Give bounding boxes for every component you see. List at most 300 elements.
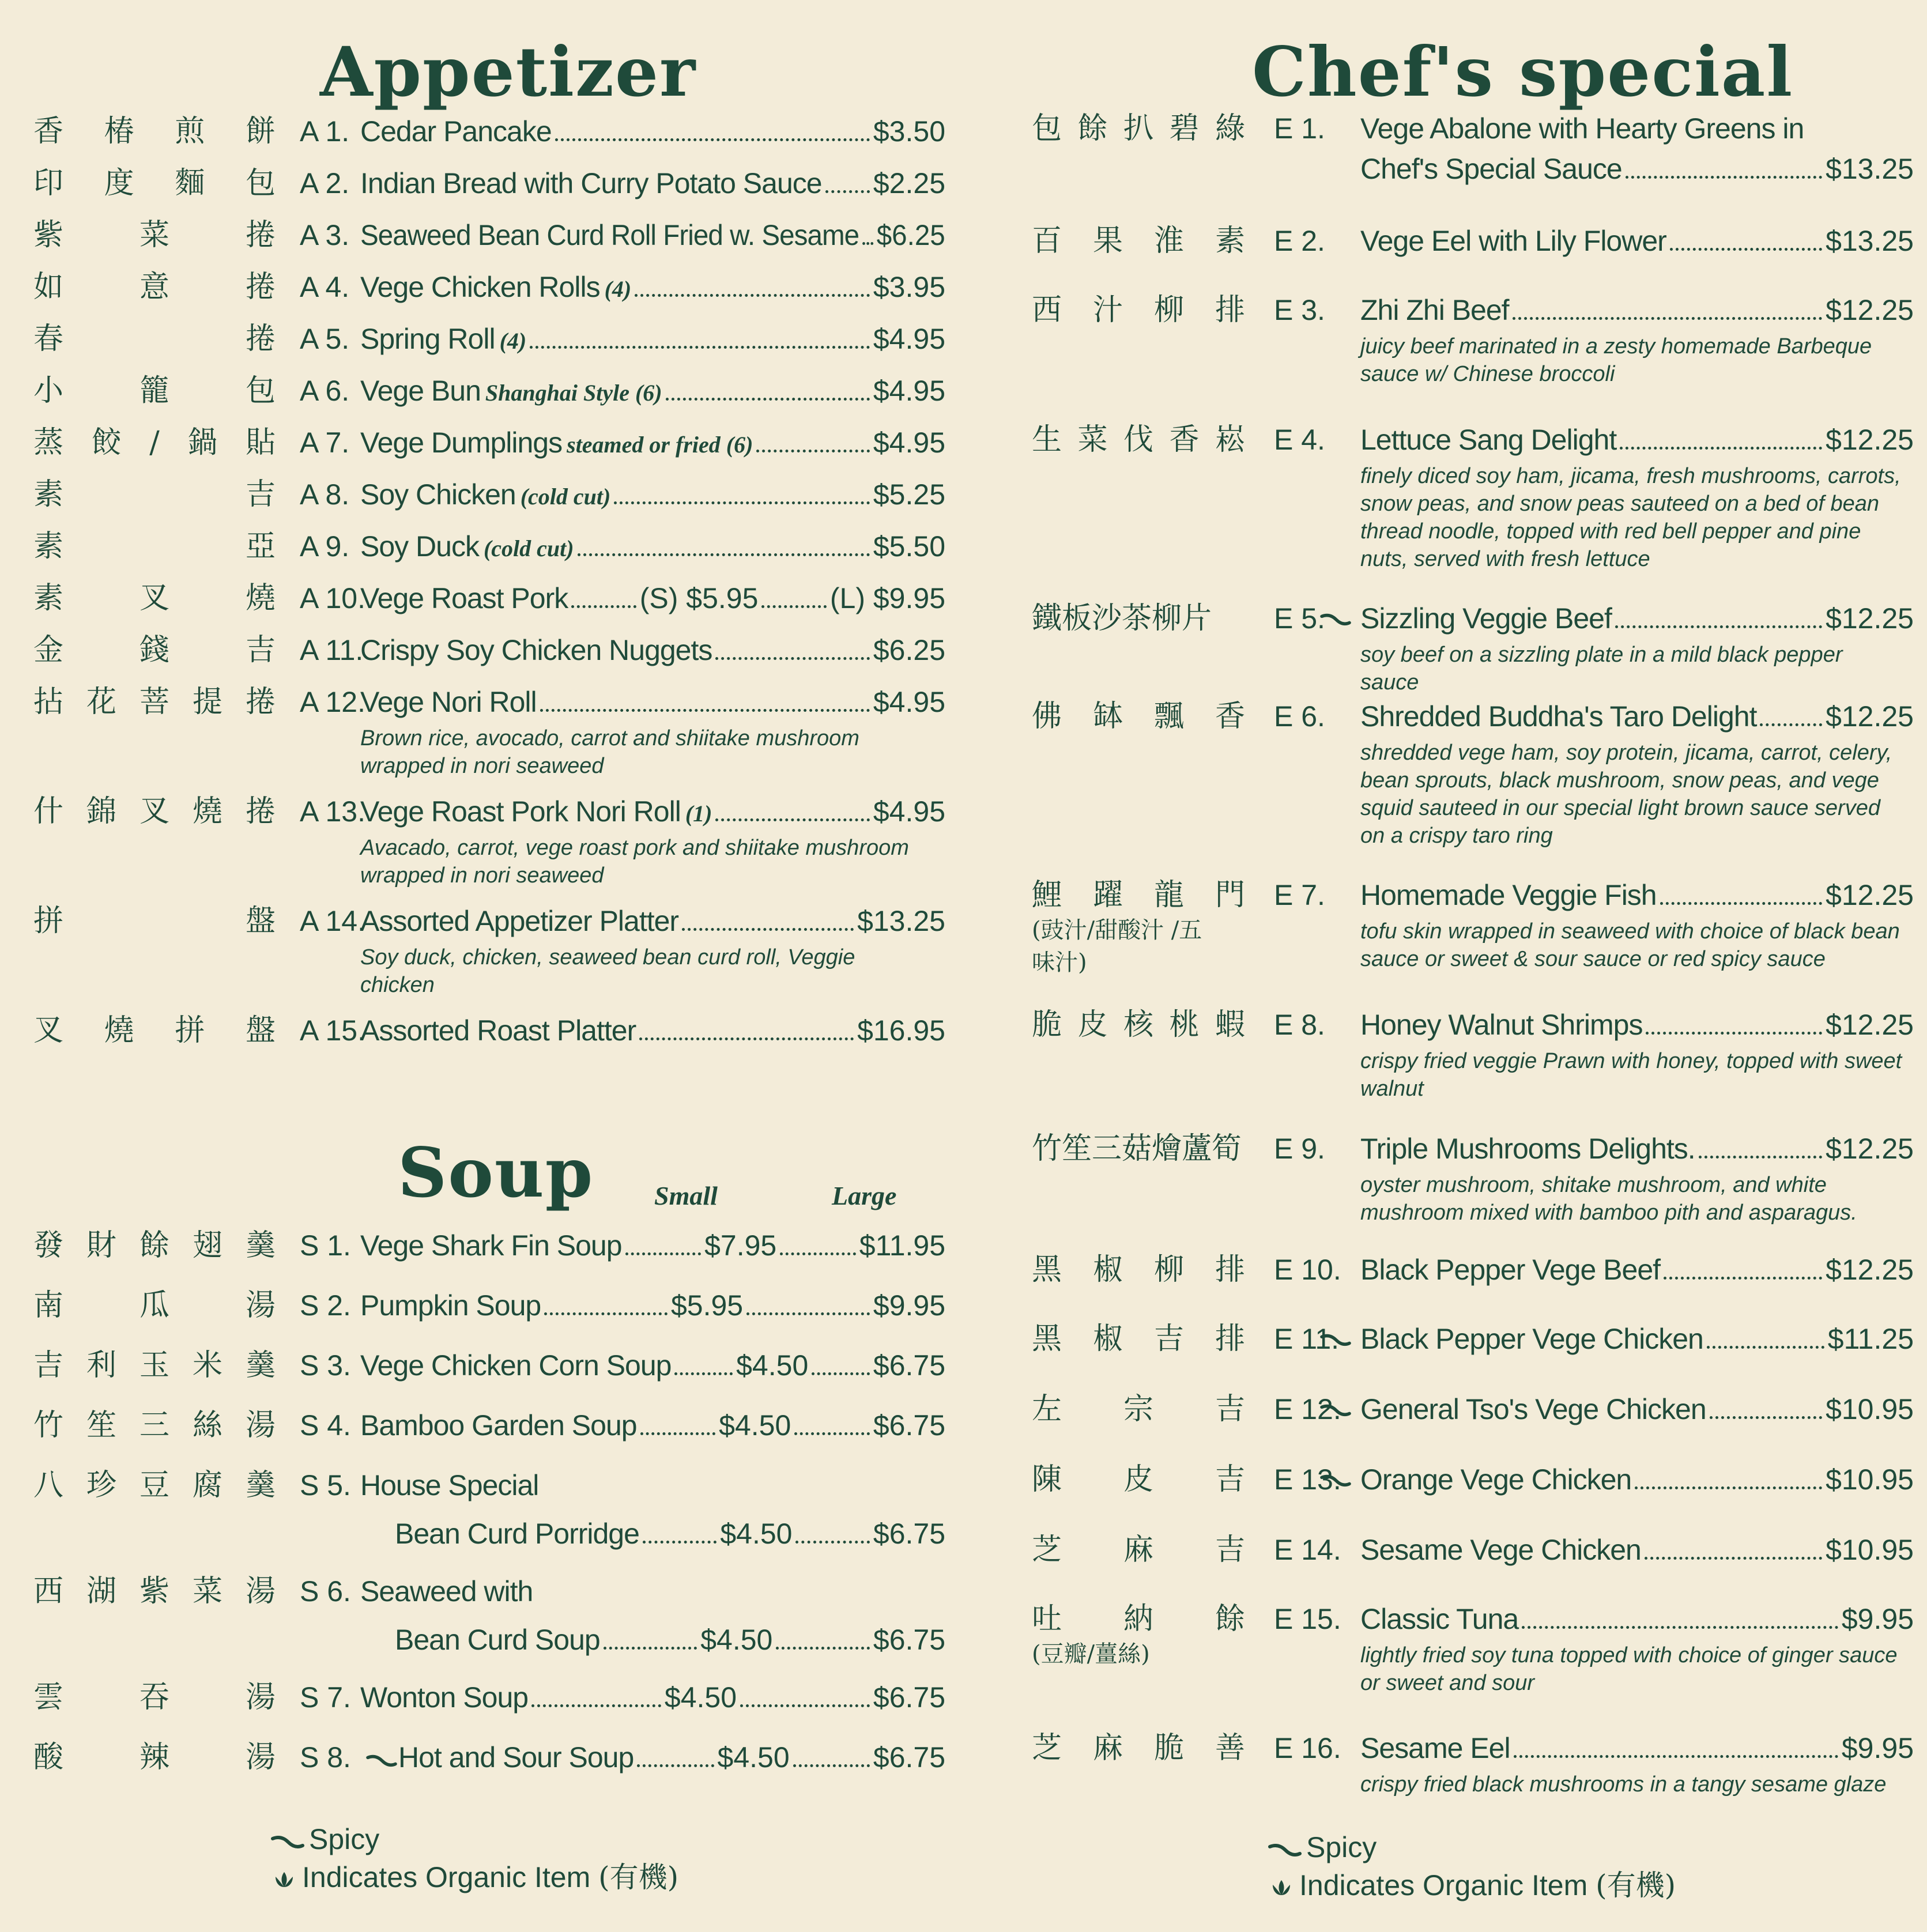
dot-leader bbox=[1513, 317, 1823, 320]
chinese-char: 叉 bbox=[139, 581, 169, 616]
item-code: S 8. bbox=[300, 1741, 351, 1773]
item-price: $12.25 bbox=[1826, 1009, 1914, 1041]
item-name: Lettuce Sang Delight bbox=[1360, 424, 1617, 456]
item-price: $5.25 bbox=[873, 478, 945, 511]
chinese-char: 度 bbox=[104, 166, 134, 201]
dot-leader bbox=[1670, 248, 1822, 251]
chinese-char: 餘 bbox=[1215, 1602, 1245, 1636]
chinese-name bbox=[33, 1466, 276, 1504]
item-name: Hot and Sour Soup bbox=[398, 1741, 634, 1773]
item-name-line bbox=[360, 793, 945, 833]
item-name: Assorted Appetizer Platter bbox=[360, 905, 679, 937]
item-price: $16.95 bbox=[857, 1014, 945, 1047]
item-name: Chef's Special Sauce bbox=[1360, 153, 1622, 185]
item-name: Vege Abalone with Hearty Greens in bbox=[1360, 112, 1804, 145]
item-name-line bbox=[1360, 222, 1914, 260]
chinese-char: 陳 bbox=[1032, 1462, 1062, 1497]
chinese-char: 湯 bbox=[245, 1680, 276, 1715]
item-name: Assorted Roast Platter bbox=[360, 1014, 636, 1047]
chinese-char: 皮 bbox=[1077, 1007, 1108, 1042]
item-name: Soy Duck bbox=[360, 530, 479, 563]
chinese-char: 竹笙三菇燴蘆筍 bbox=[1032, 1131, 1242, 1166]
item-name-line bbox=[360, 372, 945, 412]
item-code: E 15. bbox=[1274, 1603, 1341, 1635]
chinese-name bbox=[33, 1227, 276, 1265]
chinese-char: 拼 bbox=[175, 1013, 205, 1048]
item-price: $3.50 bbox=[873, 115, 945, 148]
item-description: tofu skin wrapped in seaweed with choice of black bean sauce or sweet & sour sauce or red spicy sauce bbox=[1360, 919, 1900, 971]
item-name-line bbox=[360, 268, 945, 308]
chinese-char: 鐵板沙茶柳片 bbox=[1032, 601, 1212, 636]
item-price-small: $4.50 bbox=[736, 1349, 809, 1382]
dot-leader bbox=[794, 1432, 870, 1435]
chinese-char: 米 bbox=[192, 1348, 223, 1383]
item-price: $12.25 bbox=[1826, 700, 1914, 733]
item-description: Avacado, carrot, vege roast pork and shiitake mushroom wrapped in nori seaweed bbox=[360, 836, 909, 888]
dot-leader bbox=[812, 1372, 870, 1375]
item-price: $4.95 bbox=[873, 795, 945, 828]
chinese-char: 吉 bbox=[1215, 1462, 1245, 1497]
chinese-char: 吉 bbox=[245, 633, 276, 667]
item-price: $12.25 bbox=[1826, 1133, 1914, 1165]
item-name-line bbox=[360, 1406, 945, 1444]
dot-leader bbox=[746, 1312, 870, 1315]
chinese-name bbox=[1032, 1130, 1245, 1168]
item-name-line bbox=[1360, 1390, 1914, 1428]
dot-leader bbox=[531, 1704, 661, 1707]
item-note: (1) bbox=[685, 801, 712, 827]
organic-legend-label: Indicates Organic Item bbox=[1299, 1869, 1588, 1901]
item-code: A 9. bbox=[300, 530, 350, 563]
item-code: A 3. bbox=[300, 219, 350, 251]
chinese-char: 善 bbox=[1215, 1731, 1245, 1765]
item-code: A 8. bbox=[300, 478, 350, 511]
item-name: Vege Nori Roll bbox=[360, 686, 537, 718]
chinese-char: 躍 bbox=[1092, 878, 1123, 912]
chinese-char: 錢 bbox=[139, 633, 169, 667]
chinese-char: 豆 bbox=[139, 1468, 169, 1503]
chinese-name bbox=[1032, 1600, 1245, 1638]
item-code: E 8. bbox=[1274, 1009, 1325, 1041]
item-code: E 7. bbox=[1274, 879, 1325, 911]
item-code: A 13. bbox=[300, 795, 365, 828]
chinese-name bbox=[1032, 1006, 1245, 1044]
chinese-char: 淮 bbox=[1153, 224, 1184, 258]
item-name-line bbox=[360, 112, 945, 150]
dot-leader bbox=[555, 138, 870, 141]
item-code: E 10. bbox=[1274, 1254, 1341, 1286]
item-price: $12.25 bbox=[1826, 294, 1914, 326]
chinese-char: 湯 bbox=[245, 1740, 276, 1775]
item-name: Homemade Veggie Fish bbox=[1360, 879, 1657, 911]
item-name: Triple Mushrooms Delights. bbox=[1360, 1133, 1695, 1165]
chinese-name bbox=[33, 527, 276, 565]
chinese-name bbox=[33, 1406, 276, 1444]
chinese-char: 意 bbox=[139, 270, 169, 304]
item-name-line bbox=[360, 476, 945, 516]
dot-leader bbox=[635, 294, 870, 297]
chinese-name bbox=[33, 112, 276, 150]
chinese-char: 素 bbox=[33, 477, 64, 512]
item-price: $10.95 bbox=[1826, 1393, 1914, 1425]
item-code: E 4. bbox=[1274, 424, 1325, 456]
item-name-line bbox=[360, 1227, 945, 1265]
dot-leader bbox=[1664, 1277, 1822, 1280]
dot-leader bbox=[862, 242, 873, 245]
chinese-char: 燒 bbox=[245, 581, 276, 616]
spicy-icon bbox=[1268, 1842, 1302, 1857]
item-name: Pumpkin Soup bbox=[360, 1289, 541, 1322]
chinese-char: 貼 bbox=[245, 425, 276, 460]
item-price-small: $4.50 bbox=[720, 1518, 793, 1550]
chinese-char: 拼 bbox=[33, 904, 64, 938]
item-name-line bbox=[1360, 291, 1914, 329]
chinese-char: 宗 bbox=[1123, 1392, 1153, 1427]
item-name-line bbox=[1360, 1531, 1914, 1569]
chinese-name bbox=[33, 164, 276, 202]
item-code: A 7. bbox=[300, 427, 350, 459]
chinese-char: 籠 bbox=[139, 373, 169, 408]
chinese-char: 芝 bbox=[1032, 1533, 1062, 1567]
dot-leader bbox=[578, 553, 870, 556]
chinese-char: 核 bbox=[1123, 1007, 1153, 1042]
organic-legend-cn: (有機) bbox=[1596, 1869, 1676, 1902]
item-code: E 12. bbox=[1274, 1393, 1341, 1425]
chinese-char: 捲 bbox=[245, 322, 276, 356]
dot-leader bbox=[1620, 447, 1822, 450]
item-name-line bbox=[1360, 1006, 1914, 1044]
dot-leader bbox=[740, 1704, 870, 1707]
chinese-char: 辣 bbox=[139, 1740, 169, 1775]
chinese-char: 紫 bbox=[33, 218, 64, 252]
chinese-char: 飄 bbox=[1153, 699, 1184, 734]
spicy-icon bbox=[365, 1753, 398, 1767]
item-price-small: $4.50 bbox=[717, 1741, 790, 1773]
item-code: E 11. bbox=[1274, 1323, 1340, 1355]
item-price-large: $6.75 bbox=[873, 1741, 946, 1773]
dot-leader bbox=[637, 1764, 714, 1767]
chinese-name bbox=[33, 1572, 276, 1610]
dot-leader bbox=[1615, 625, 1822, 628]
dot-leader bbox=[614, 501, 870, 504]
item-description: juicy beef marinated in a zesty homemade Barbeque sauce w/ Chinese broccoli bbox=[1360, 334, 1872, 386]
chinese-name bbox=[1032, 222, 1245, 260]
item-description: oyster mushroom, shitake mushroom, and white mushroom mixed with bamboo pith and asparagus. bbox=[1360, 1173, 1857, 1225]
chinese-char: 素 bbox=[33, 529, 64, 564]
item-price-large: $6.75 bbox=[873, 1409, 945, 1442]
spicy-legend-label: Spicy bbox=[1306, 1831, 1377, 1863]
chinese-char: 捲 bbox=[245, 794, 276, 829]
item-code: A 2. bbox=[300, 167, 350, 199]
chinese-char: 羹 bbox=[245, 1468, 276, 1503]
item-price: $6.25 bbox=[873, 634, 945, 666]
chinese-char: 珍 bbox=[86, 1468, 116, 1503]
item-name-line bbox=[360, 527, 945, 568]
item-name: Spring Roll bbox=[360, 323, 495, 355]
chinese-char: 酸 bbox=[33, 1740, 64, 1775]
item-price: $4.95 bbox=[873, 323, 945, 355]
item-name-line bbox=[1360, 110, 1914, 148]
chinese-char: 佛 bbox=[1032, 699, 1062, 734]
item-price: $3.95 bbox=[873, 271, 945, 303]
chinese-char: 菜 bbox=[139, 218, 169, 252]
dot-leader bbox=[530, 346, 870, 349]
chinese-char: 發 bbox=[33, 1228, 64, 1263]
chinese-char: 吉 bbox=[245, 477, 276, 512]
dot-leader bbox=[715, 657, 869, 660]
chinese-char: 盤 bbox=[245, 1013, 276, 1048]
chinese-name bbox=[1032, 1461, 1245, 1499]
chinese-char: 印 bbox=[33, 166, 64, 201]
chinese-name bbox=[33, 216, 276, 254]
item-code: S 6. bbox=[300, 1575, 351, 1608]
item-note: (4) bbox=[604, 276, 632, 302]
item-name: Vege Roast Pork bbox=[360, 582, 568, 614]
chinese-char: 花 bbox=[86, 685, 116, 719]
chinese-char: 柳 bbox=[1153, 1252, 1184, 1287]
chinese-char: 蝦 bbox=[1215, 1007, 1245, 1042]
item-name: Seaweed Bean Curd Roll Fried w. Sesame bbox=[360, 219, 859, 251]
chinese-char: 排 bbox=[1215, 293, 1245, 327]
item-name: Orange Vege Chicken bbox=[1360, 1463, 1632, 1496]
item-name: Cedar Pancake bbox=[360, 115, 552, 148]
dot-leader bbox=[1626, 176, 1822, 179]
item-description: Soy duck, chicken, seaweed bean curd roll, Veggie chicken bbox=[360, 945, 855, 997]
dot-leader bbox=[756, 450, 869, 452]
item-price: $12.25 bbox=[1826, 424, 1914, 456]
chinese-name bbox=[33, 320, 276, 358]
item-name: Sesame Vege Chicken bbox=[1360, 1534, 1641, 1566]
chinese-char: 菜 bbox=[1077, 422, 1108, 457]
item-code: A 1. bbox=[300, 115, 350, 148]
chinese-char: 三 bbox=[139, 1408, 169, 1443]
chinese-char: 生 bbox=[1032, 422, 1062, 457]
chinese-char: / bbox=[149, 425, 160, 460]
chinese-char: 龍 bbox=[1153, 878, 1184, 912]
item-code: A 11. bbox=[300, 634, 364, 666]
chinese-char: 餅 bbox=[245, 114, 276, 149]
spicy-legend bbox=[271, 1820, 379, 1858]
item-code: E 13. bbox=[1274, 1463, 1341, 1496]
item-name-line bbox=[360, 1286, 945, 1325]
dot-leader bbox=[1635, 1486, 1822, 1489]
chinese-char: 伐 bbox=[1123, 422, 1153, 457]
chinese-name bbox=[33, 631, 276, 669]
chinese-char: 排 bbox=[1215, 1252, 1245, 1287]
dot-leader bbox=[1710, 1416, 1822, 1419]
chinese-char: 香 bbox=[33, 114, 64, 149]
chinese-name bbox=[33, 1738, 276, 1776]
chinese-char: 柳 bbox=[1153, 293, 1184, 327]
item-code: S 3. bbox=[300, 1349, 351, 1382]
item-description: lightly fried soy tuna topped with choice of ginger sauce or sweet and sour bbox=[1360, 1643, 1898, 1695]
chinese-char: 綠 bbox=[1215, 111, 1245, 146]
item-name-line bbox=[360, 320, 945, 360]
chinese-char: 素 bbox=[1215, 224, 1245, 258]
item-name-line bbox=[360, 424, 945, 464]
item-name: Vege Chicken Corn Soup bbox=[360, 1349, 672, 1382]
chinese-char: 缽 bbox=[1092, 699, 1123, 734]
chinese-char: 菜 bbox=[192, 1574, 223, 1609]
chinese-name bbox=[33, 793, 276, 831]
dot-leader bbox=[761, 605, 826, 608]
item-code: A 6. bbox=[300, 375, 350, 407]
item-name-line bbox=[360, 1346, 945, 1384]
item-name-line bbox=[360, 1738, 945, 1776]
item-price-small: $4.50 bbox=[700, 1624, 773, 1656]
chinese-char: 香 bbox=[1215, 699, 1245, 734]
chinese-char: 錦 bbox=[86, 794, 116, 829]
chinese-name bbox=[33, 1012, 276, 1050]
chinese-char: 瓜 bbox=[139, 1288, 169, 1323]
lotus-icon bbox=[1268, 1878, 1295, 1897]
chinese-char: 餘 bbox=[1077, 111, 1108, 146]
item-code: S 7. bbox=[300, 1681, 351, 1714]
item-name: Vege Eel with Lily Flower bbox=[1360, 225, 1666, 257]
chinese-char: 椒 bbox=[1092, 1252, 1123, 1287]
chinese-char: 碧 bbox=[1169, 111, 1200, 146]
dot-leader bbox=[639, 1037, 854, 1040]
dot-leader bbox=[544, 1312, 668, 1315]
chinese-char: 皮 bbox=[1123, 1462, 1153, 1497]
chinese-char: 黑 bbox=[1032, 1322, 1062, 1356]
item-code: S 2. bbox=[300, 1289, 351, 1322]
item-code: A 10. bbox=[300, 582, 365, 614]
chinese-name bbox=[33, 902, 276, 940]
chinese-char: 湖 bbox=[86, 1574, 116, 1609]
chinese-char: 吞 bbox=[139, 1680, 169, 1715]
item-name: Seaweed with bbox=[360, 1575, 533, 1608]
chinese-char: 餃 bbox=[91, 425, 122, 460]
chinese-char: 香 bbox=[1169, 422, 1200, 457]
chinese-name bbox=[1032, 599, 1245, 637]
item-code: E 14. bbox=[1274, 1534, 1341, 1566]
item-name-line bbox=[1360, 697, 1914, 735]
chinese-char: 湯 bbox=[245, 1288, 276, 1323]
chinese-char: 包 bbox=[245, 166, 276, 201]
chinese-name bbox=[1032, 1531, 1245, 1569]
chinese-name bbox=[1032, 1390, 1245, 1428]
organic-legend-cn: (有機) bbox=[598, 1861, 679, 1894]
chinese-char: 玉 bbox=[139, 1348, 169, 1383]
organic-legend bbox=[271, 1858, 678, 1896]
chefs-special-title: Chef's special bbox=[1252, 32, 1794, 112]
chinese-char: 絲 bbox=[192, 1408, 223, 1443]
chinese-char: 果 bbox=[1092, 224, 1123, 258]
item-code: E 16. bbox=[1274, 1732, 1341, 1764]
dot-leader bbox=[1522, 1626, 1838, 1629]
chinese-char: 亞 bbox=[245, 529, 276, 564]
item-price: $5.50 bbox=[873, 530, 945, 563]
item-name-line bbox=[1360, 421, 1914, 459]
item-price: $6.25 bbox=[876, 219, 945, 251]
item-name: Bean Curd Soup bbox=[395, 1624, 600, 1656]
chinese-char: 崧 bbox=[1215, 422, 1245, 457]
item-price: $11.25 bbox=[1827, 1323, 1914, 1355]
item-code: S 4. bbox=[300, 1409, 351, 1442]
dot-leader bbox=[643, 1541, 717, 1544]
chinese-char: 桃 bbox=[1169, 1007, 1200, 1042]
chinese-char: 提 bbox=[192, 685, 223, 719]
lotus-icon bbox=[271, 1870, 297, 1889]
dot-leader bbox=[795, 1541, 869, 1544]
item-name-line bbox=[1360, 1600, 1914, 1638]
item-note: (cold cut) bbox=[483, 535, 574, 561]
chinese-char: 竹 bbox=[33, 1408, 64, 1443]
item-name: Vege Chicken Rolls bbox=[360, 271, 600, 303]
item-description: crispy fried veggie Prawn with honey, topped with sweet walnut bbox=[1360, 1049, 1902, 1101]
item-price-large: $6.75 bbox=[873, 1349, 946, 1382]
item-name-line bbox=[360, 216, 945, 254]
chinese-char: 如 bbox=[33, 270, 64, 304]
chinese-char: 鍋 bbox=[187, 425, 218, 460]
item-code: A 15. bbox=[300, 1014, 365, 1047]
chinese-char: 吉 bbox=[1153, 1322, 1184, 1356]
item-name-line bbox=[360, 1572, 945, 1610]
chinese-char: 麵 bbox=[175, 166, 205, 201]
chinese-char: 椒 bbox=[1092, 1322, 1123, 1356]
dot-leader bbox=[674, 1372, 733, 1375]
item-price: $13.25 bbox=[1826, 153, 1914, 185]
item-description: crispy fried black mushrooms in a tangy sesame glaze bbox=[1360, 1772, 1887, 1797]
dot-leader bbox=[780, 1252, 856, 1255]
item-name: Shredded Buddha's Taro Delight bbox=[1360, 700, 1757, 733]
item-price: $10.95 bbox=[1826, 1463, 1914, 1496]
item-code: E 5. bbox=[1274, 602, 1325, 635]
item-name: Bamboo Garden Soup bbox=[360, 1409, 637, 1442]
spicy-icon bbox=[1319, 1403, 1352, 1417]
chinese-char: 百 bbox=[1032, 224, 1062, 258]
chinese-char: 紫 bbox=[139, 1574, 169, 1609]
chinese-char: 黑 bbox=[1032, 1252, 1062, 1287]
chinese-char: 拈 bbox=[33, 685, 64, 719]
chinese-char: 麻 bbox=[1092, 1731, 1123, 1765]
item-price: $4.95 bbox=[873, 427, 945, 459]
chinese-char: 吉 bbox=[1215, 1392, 1245, 1427]
chinese-char: 羹 bbox=[245, 1228, 276, 1263]
item-code: S 1. bbox=[300, 1229, 351, 1262]
item-price-small: $4.50 bbox=[719, 1409, 791, 1442]
chinese-char: 脆 bbox=[1153, 1731, 1184, 1765]
chinese-char: 西 bbox=[1032, 293, 1062, 327]
chinese-char: 扒 bbox=[1123, 111, 1153, 146]
item-code: E 3. bbox=[1274, 294, 1325, 326]
soup-title: Soup bbox=[398, 1133, 594, 1213]
item-description: soy beef on a sizzling plate in a mild black pepper sauce bbox=[1360, 643, 1843, 695]
chinese-char: 燒 bbox=[104, 1013, 134, 1048]
item-note: (4) bbox=[499, 328, 527, 354]
item-name-line bbox=[1360, 876, 1914, 914]
item-code: E 1. bbox=[1274, 112, 1325, 145]
chinese-name bbox=[1032, 697, 1245, 735]
chinese-char: 椿 bbox=[104, 114, 134, 149]
item-name: Honey Walnut Shrimps bbox=[1360, 1009, 1643, 1041]
dot-leader bbox=[1646, 1032, 1822, 1035]
chinese-name bbox=[33, 579, 276, 617]
item-name-line bbox=[360, 1466, 945, 1504]
dot-leader bbox=[640, 1432, 716, 1435]
chinese-char: 捲 bbox=[245, 218, 276, 252]
item-code: E 6. bbox=[1274, 700, 1325, 733]
item-price-large: $6.75 bbox=[873, 1518, 946, 1550]
chinese-char: 盤 bbox=[245, 904, 276, 938]
chinese-char: 腐 bbox=[192, 1468, 223, 1503]
item-code: S 5. bbox=[300, 1469, 351, 1501]
chinese-char: 鯉 bbox=[1032, 878, 1062, 912]
item-name-line bbox=[360, 683, 945, 721]
dot-leader bbox=[715, 818, 869, 821]
chinese-char: 小 bbox=[33, 373, 64, 408]
